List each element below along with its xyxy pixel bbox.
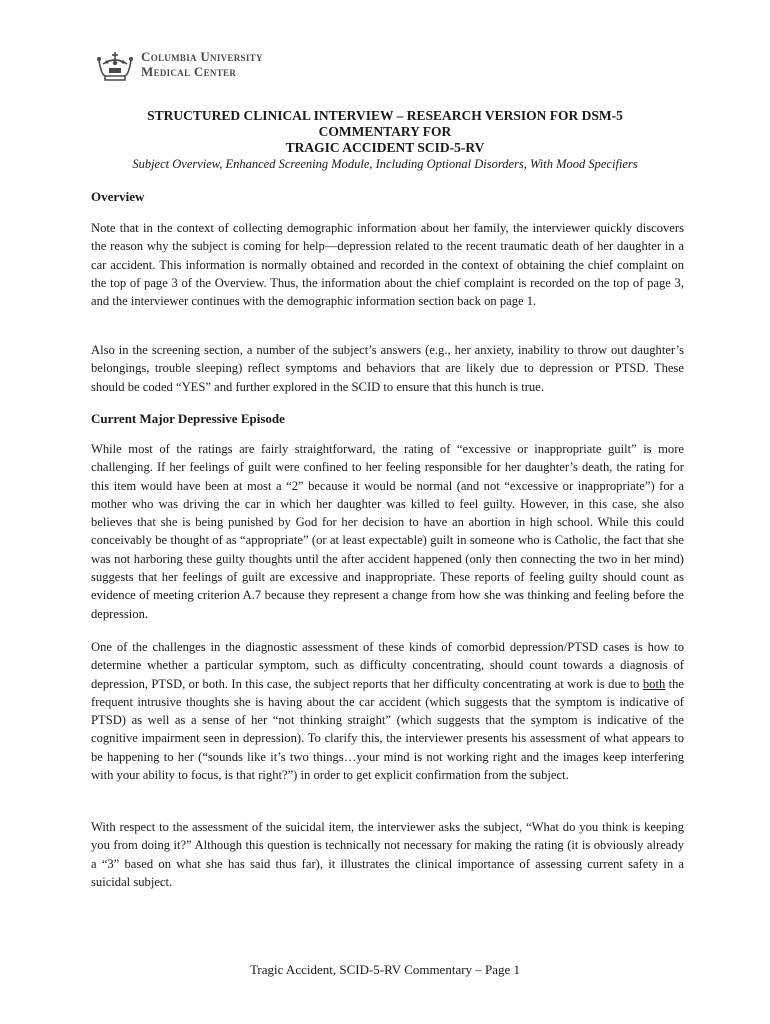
section-heading-mde: Current Major Depressive Episode: [91, 411, 285, 426]
section-heading-overview: Overview: [91, 189, 145, 204]
paragraph-mde-3: With respect to the assessment of the suicidal item, the interviewer asks the subject, “What do you think is keeping you from doing it?” Although this question is technically not necessary for making the rating (it is obviously already a “3” based on what she has said thus far), it illustrates the clinical importance of assessing current safety in a suicidal subject.: [91, 820, 684, 889]
paragraph-overview-2: Also in the screening section, a number of the subject’s answers (e.g., her anxiety, inability to throw out daughter’s belongings, trouble sleeping) reflect symptoms and behaviors that are likely due to depression or PTSD. These should be coded “YES” and further explored in the SCID to ensure that this hunch is true.: [91, 343, 684, 394]
paragraph-mde-2-part-b: the frequent intrusive thoughts she is having about the car accident (which suggests that the symptom is indicative of PTSD) as well as a sense of her “not thinking straight” (which suggests that the symptom is indicative of the cognitive impairment seen in depression). To clarify this, the interviewer presents his assessment of what appears to be happening to her (“sounds like it’s two things…your mind is not working right and the images keep interfering with your ability to focus, is that right?”) in order to get explicit confirmation from the subject.: [91, 676, 684, 783]
logo-line-2: Medical Center: [141, 64, 237, 79]
document-title-line-2: COMMENTARY FOR: [318, 124, 452, 139]
paragraph-mde-2-part-a: One of the challenges in the diagnostic assessment of these kinds of comorbid depression/PTSD cases is how to determine whether a particular symptom, such as difficulty concentrating, should count towards a diagnosis of depression, PTSD, or both. In this case, the subject reports that her difficulty concentrating at work is due to: [91, 640, 684, 691]
paragraph-mde-2: [91, 638, 684, 784]
institution-logo: [95, 46, 263, 82]
logo-line-1: Columbia University: [141, 49, 263, 64]
document-subtitle: Subject Overview, Enhanced Screening Module, Including Optional Disorders, With Mood Specifiers: [132, 157, 638, 171]
document-title-line-1: STRUCTURED CLINICAL INTERVIEW – RESEARCH VERSION FOR DSM-5: [147, 108, 623, 123]
page-footer: Tragic Accident, SCID-5-RV Commentary – Page 1: [249, 962, 521, 977]
crown-icon: [95, 46, 135, 82]
document-title-line-3: TRAGIC ACCIDENT SCID-5-RV: [285, 140, 485, 155]
paragraph-mde-1: While most of the ratings are fairly straightforward, the rating of “excessive or inappropriate guilt” is more challenging. If her feelings of guilt were confined to her feeling responsible for her daughter’s death, the rating for this item would have been at most a “2” because it would be normal (and not “excessive or inappropriate”) for a mother who was driving the car in which her daughter was killed to feel guilty. However, in this case, she also believes that she is being punished by God for her decision to have an abortion in high school. While this could conceivably be thought of as “appropriate” (or at least expectable) guilt in someone who is Catholic, the fact that she was not harboring these guilty thoughts until the after accident happened (only then connecting the two in her mind) suggests that her feelings of guilt are excessive and inappropriate. These reports of feeling guilty should count as evidence of meeting criterion A.7 because they represent a change from how she was thinking and feeling before the depression.: [91, 442, 684, 621]
paragraph-overview-1: Note that in the context of collecting demographic information about her family, the interviewer quickly discovers the reason why the subject is coming for help—depression related to the recent traumatic death of her daughter in a car accident. This information is normally obtained and recorded in the context of obtaining the chief complaint on the top of page 3 of the Overview. Thus, the information about the chief complaint is recorded on the top of page 3, and the interviewer continues with the demographic information section back on page 1.: [91, 221, 684, 309]
underlined-word-both: both: [642, 676, 666, 691]
